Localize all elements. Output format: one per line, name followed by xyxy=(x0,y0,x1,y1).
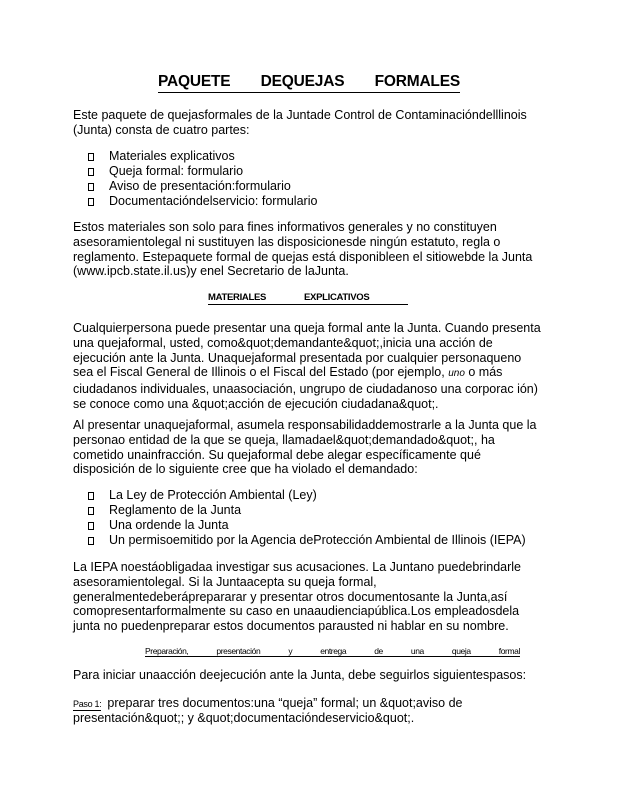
section-heading-word: de xyxy=(374,646,383,656)
section-heading-word: queja xyxy=(451,646,471,656)
list-item: Aviso de presentación:formulario xyxy=(88,179,548,194)
title-word-3: FORMALES xyxy=(374,73,460,90)
section-heading-word: entrega xyxy=(320,646,347,656)
italic-text: uno xyxy=(448,368,465,380)
list-item: La Ley de Protección Ambiental (Ley) xyxy=(88,488,548,503)
list-item: Materiales explicativos xyxy=(88,149,548,164)
step-1-paragraph xyxy=(73,696,543,726)
list-item: Documentacióndelservicio: formulario xyxy=(88,194,548,209)
section-heading-word: presentación xyxy=(216,646,261,656)
intro-paragraph: Este paquete de quejasformales de la Juntade Control de Contaminacióndelllinois (Junta) consta de cuatro partes: xyxy=(73,108,527,137)
section-heading-word: formal xyxy=(498,646,520,656)
step-1-label: Paso 1: xyxy=(73,699,102,709)
section-heading-word: y xyxy=(288,646,293,656)
section-heading-preparacion xyxy=(145,646,520,657)
steps-intro-paragraph: Para iniciar unaacción deejecución ante la Junta, debe seguirlos siguientespasos: xyxy=(73,668,527,682)
list-item: Una ordende la Junta xyxy=(88,518,548,533)
bullet-icon xyxy=(88,537,94,545)
title-word-2: DEQUEJAS xyxy=(260,73,345,90)
burden-paragraph: Al presentar unaquejaformal, asumela responsabilidaddemostrarle a la Junta que la personao entidad de la que se queja, llamadael&quot;demandado&quot;, ha cometido unainfracción. Su quejaformal debe alegar específicamente qué disposición de lo siguiente cree que ha violado el demandado: xyxy=(73,418,537,477)
bullet-icon xyxy=(88,507,94,515)
complaint-intro-paragraph: Cualquierpersona puede presentar una queja formal ante la Junta. Cuando presenta una quejaformal, usted, como&quot;demandante&quot;,inicia una acción de ejecución ante la Junta. Unaquejaformal presentada por cualquier personaqueno sea el Fiscal General de Illinois o el Fiscal del Estado (por ejemplo, uno o más ciudadanos individuales, unaasociación, ungrupo de ciudadanoso una corporac ión) se conoce como una &quot;acción de ejecución ciudadana&quot;. xyxy=(73,321,541,411)
disclaimer-paragraph: Estos materiales son solo para fines informativos generales y no constituyen asesoramientolegal ni sustituyen las disposicionesde ningún estatuto, regla o reglamento. Estepaquete formal de quejas está disponibleen el sitiowebde la Junta (www.ipcb.state.il.us)y enel Secretario de laJunta. xyxy=(73,220,533,279)
section-heading-materiales xyxy=(208,292,408,305)
bullet-icon xyxy=(88,168,94,176)
section-heading-word-2: EXPLICATIVOS xyxy=(304,292,370,303)
iepa-paragraph: La IEPA noestáobligadaa investigar sus acusaciones. La Juntano puedebrindarle asesoramientolegal. Si la Juntaacepta su queja formal, generalmentedeberáprepararar y presentar otros documentosante la Junta,así comopresentarformalmente su caso en unaaudienciapública.Los empleadosdela junta no puedenpreparar estos documentos parausted ni hablar en su nombre. xyxy=(73,560,521,634)
list-item: Queja formal: formulario xyxy=(88,164,548,179)
bullet-icon xyxy=(88,153,94,161)
list-item: Un permisoemitido por la Agencia deProtección Ambiental de Illinois (IEPA) xyxy=(88,533,548,548)
parts-list xyxy=(88,149,548,209)
step-1-text: preparar tres documentos:una “queja” formal; un &quot;aviso de presentación&quot;; y &quot;documentacióndeservicio&quot;. xyxy=(73,696,463,725)
page-title xyxy=(158,73,460,93)
bullet-icon xyxy=(88,183,94,191)
section-heading-word-1: MATERIALES xyxy=(208,292,267,303)
violations-list xyxy=(88,488,548,548)
title-word-1: PAQUETE xyxy=(158,73,231,90)
bullet-icon xyxy=(88,492,94,500)
section-heading-word: Preparación, xyxy=(145,646,189,656)
bullet-icon xyxy=(88,198,94,206)
bullet-icon xyxy=(88,522,94,530)
section-heading-word: una xyxy=(410,646,424,656)
list-item: Reglamento de la Junta xyxy=(88,503,548,518)
